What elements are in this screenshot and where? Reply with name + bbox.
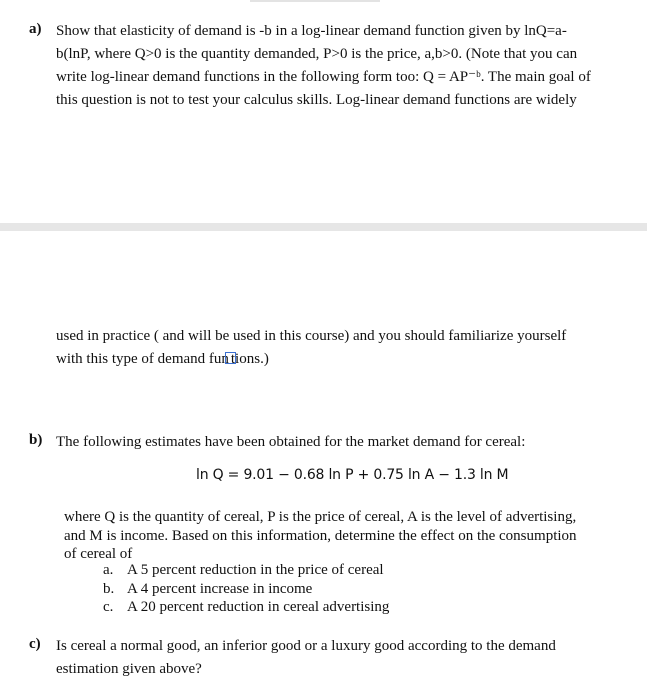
demand-equation: ln Q = 9.01 − 0.68 ln P + 0.75 ln A − 1.3 ln M [196, 467, 509, 483]
part-a-line-seg: tions.) [230, 351, 269, 367]
part-b-line: and M is income. Based on this information, determine the effect on the consumption [64, 527, 577, 544]
part-b-line: of cereal of [64, 546, 133, 562]
part-c-label: c) [29, 636, 41, 652]
part-b-label: b) [29, 432, 43, 448]
part-c-line: Is cereal a normal good, an inferior good or a luxury good according to the demand [56, 638, 556, 654]
page-break-band [0, 223, 647, 231]
part-a-line: Show that elasticity of demand is -b in a log-linear demand function given by lnQ=a- [56, 23, 567, 39]
part-a-line: used in practice ( and will be used in this course) and you should familiarize yourself [56, 328, 567, 344]
part-a-text [56, 20, 591, 112]
part-a-line [56, 348, 566, 371]
part-b-text [64, 508, 577, 564]
part-a-line: this question is not to test your calculus skills. Log-linear demand functions are widely [56, 92, 577, 108]
part-b-line: where Q is the quantity of cereal, P is the price of cereal, A is the level of advertising, [64, 509, 577, 525]
part-a-line: write log-linear demand functions in the following form too: Q = AP⁻ᵇ. The main goal of [56, 69, 591, 85]
top-divider [250, 0, 380, 2]
part-a-continuation [56, 325, 566, 371]
part-c-text [56, 635, 556, 681]
part-c-line: estimation given above? [56, 661, 202, 677]
part-a-label: a) [29, 21, 42, 37]
list-item: b. A 4 percent increase in income [103, 580, 313, 597]
list-item: a. A 5 percent reduction in the price of cereal [103, 562, 384, 578]
part-b-list [103, 561, 389, 617]
list-item: c. A 20 percent reduction in cereal advertising [103, 599, 390, 615]
part-a-line: b(lnP, where Q>0 is the quantity demanded, P>0 is the price, a,b>0. (Note that you can [56, 46, 578, 62]
part-a-line-seg: with this type of demand fun [56, 351, 229, 367]
part-b-intro: The following estimates have been obtained for the market demand for cereal: [56, 434, 526, 450]
comment-marker-icon[interactable] [225, 352, 236, 364]
